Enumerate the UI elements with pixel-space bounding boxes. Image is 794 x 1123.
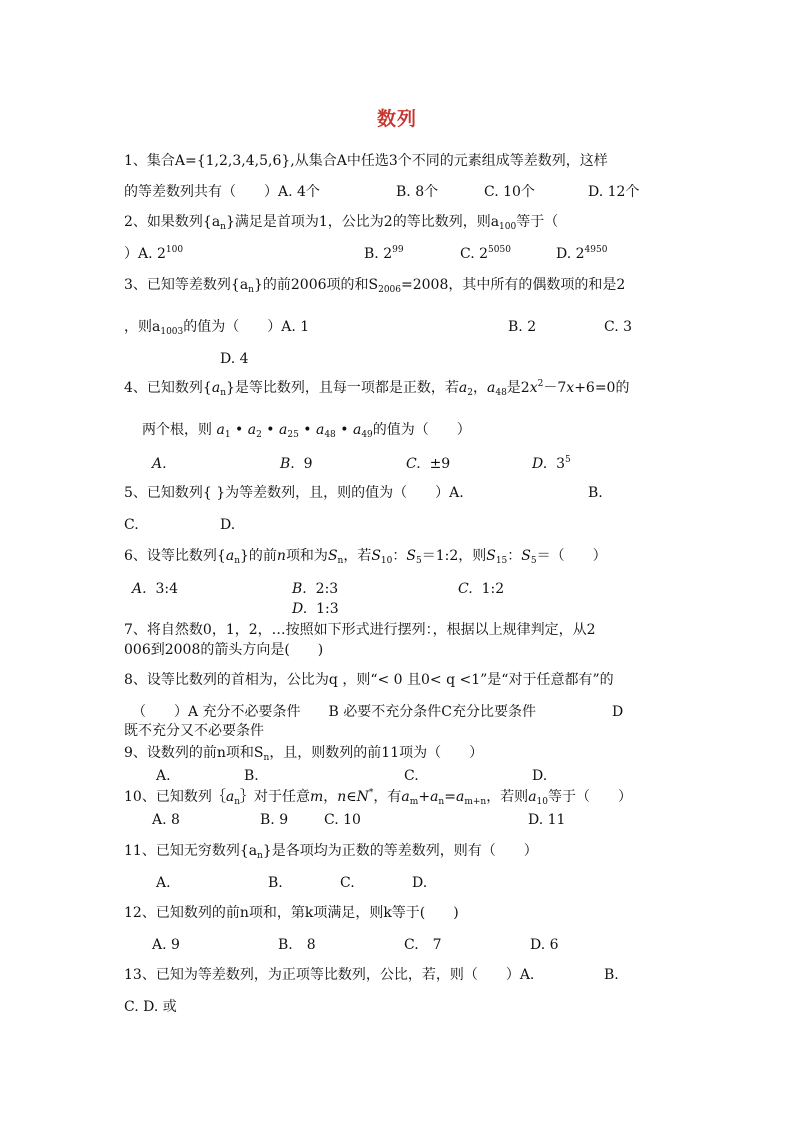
q6-sub: n <box>234 556 240 566</box>
question-9-options <box>156 767 576 785</box>
question-4-option-b <box>280 455 313 473</box>
question-8-option-d: D <box>612 704 624 720</box>
question-13-line-1 <box>124 966 684 984</box>
q4-sub: 49 <box>361 430 373 440</box>
q6-var: S <box>406 548 416 564</box>
q2b: B. 2 <box>364 246 393 262</box>
question-1-option-b: B. 8个 <box>396 184 439 200</box>
q4-var: a <box>247 422 257 438</box>
question-10-option-c: C. 10 <box>324 812 361 828</box>
question-3-line-1 <box>124 276 625 294</box>
question-5-option-c: C. <box>124 517 139 533</box>
q10-var: a <box>225 789 235 805</box>
q6-sub: 5 <box>530 556 537 566</box>
q4-dot: • <box>340 422 349 438</box>
question-3-line-2 <box>124 318 684 336</box>
q6-val: 3:4 <box>155 581 178 597</box>
question-5-line-1 <box>124 484 684 502</box>
q10-text: ∈ <box>346 789 357 805</box>
q2-text: 2、如果数列{a <box>124 214 221 230</box>
q11-sub: n <box>257 851 263 861</box>
q4-text: 两个根，则 <box>142 422 212 438</box>
q10-sub: m <box>409 797 419 807</box>
q6-text: }的前 <box>239 548 277 564</box>
q4-text: －7 <box>543 380 567 396</box>
question-6-options <box>132 580 552 598</box>
q11-text: 11、已知无穷数列{a <box>124 843 258 859</box>
q4-dot: • <box>235 422 244 438</box>
q4-label: D. <box>532 456 548 472</box>
question-5-line-2 <box>124 516 324 534</box>
question-5-option-b: B. <box>588 485 603 501</box>
q4-sub: 48 <box>495 388 507 398</box>
q6-text: ，若 <box>343 548 372 564</box>
q4-text: 的值为（ ） <box>372 422 471 438</box>
question-10-option-d: D. 11 <box>528 812 566 828</box>
question-4-option-a: A. <box>152 456 167 472</box>
q4-text: +6=0的 <box>574 380 630 396</box>
q4-var: a <box>211 380 221 396</box>
q4-text: 4、已知数列{ <box>124 380 212 396</box>
q4-dot: • <box>266 422 275 438</box>
q6-text: ： <box>392 548 407 564</box>
q4-sub: 2 <box>467 388 473 398</box>
q6-var: S <box>327 548 338 564</box>
q10-var: n <box>337 789 347 805</box>
question-8-line-1: 8、设等比数列的首相为，公比为q ，则“< 0 且0< q <1”是“对于任意都有”的 <box>124 672 614 688</box>
question-12-option-c: C. 7 <box>404 937 442 953</box>
q4-val: ±9 <box>429 456 451 472</box>
q6-text: ＝（ ） <box>536 548 607 564</box>
q6-sub: 15 <box>495 556 508 566</box>
q2d-sup: 4950 <box>584 245 608 255</box>
q4-sub: 1 <box>224 430 231 440</box>
q10-sup: * <box>368 788 374 798</box>
q3-sub: 1003 <box>160 327 184 337</box>
question-4-option-d <box>532 455 571 473</box>
q2c-sup: 5050 <box>488 245 511 255</box>
question-3-option-c: C. 3 <box>604 319 633 335</box>
q10-sub: 10 <box>536 797 548 807</box>
question-1-line-1: 1、集合A={1,2,3,4,5,6},从集合A中任选3个不同的元素组成等差数列，这样 <box>124 153 608 169</box>
question-12-options <box>152 936 592 954</box>
q6-label: D. <box>292 601 308 617</box>
question-8-line-3: 既不充分又不必要条件 <box>124 723 264 739</box>
q6-sub: 5 <box>415 556 422 566</box>
question-4-options <box>152 455 572 473</box>
question-11-option-d: D. <box>412 875 428 891</box>
q4-sub: 2 <box>256 430 262 440</box>
question-6-option-a <box>132 580 178 598</box>
q3-text: 的值为（ ）A. 1 <box>183 319 310 335</box>
q2-sub: n <box>220 222 226 232</box>
q4-var: a <box>216 422 225 438</box>
question-6-option-c <box>458 580 504 598</box>
q4-sub: 25 <box>287 430 299 440</box>
q4-dot: • <box>303 422 312 438</box>
q10-sub: n <box>234 797 240 807</box>
question-7-line-2: 006到2008的箭头方向是( ) <box>124 642 324 658</box>
question-4-option-c <box>406 455 450 473</box>
q10-text: + <box>418 789 431 805</box>
question-12-line-1: 12、已知数列的前n项和，第k项满足，则k等于( ) <box>124 905 459 921</box>
q2a: ）A. 2 <box>124 246 166 262</box>
q6-var: S <box>371 548 381 564</box>
q6-sub: 10 <box>380 556 393 566</box>
q11-text: }是各项均为正数的等差数列，则有（ ） <box>262 843 538 859</box>
q10-text: 等于（ ） <box>548 789 632 805</box>
q10-sub: n <box>438 797 445 807</box>
q10-text: = <box>444 789 456 805</box>
q4-var: a <box>486 380 496 396</box>
q4-var: x <box>566 380 575 396</box>
q2c: C. 2 <box>460 246 489 262</box>
q10-var: N <box>356 789 369 805</box>
q2d: D. 2 <box>556 246 585 262</box>
q4-var: a <box>352 422 362 438</box>
question-2-option-d <box>556 245 607 263</box>
q3-sub: n <box>248 285 254 295</box>
q2a-sup: 100 <box>165 245 184 255</box>
q10-var: a <box>430 789 439 805</box>
q4-label: C. <box>406 456 421 472</box>
q4-var: a <box>458 380 468 396</box>
q6-val: 1:2 <box>481 581 505 597</box>
q6-label: C. <box>458 581 473 597</box>
question-9-line-1 <box>124 744 483 762</box>
q4-text: 是2 <box>506 380 530 396</box>
q10-var: a <box>528 789 537 805</box>
question-2-line-1 <box>124 213 558 231</box>
question-10-option-b: B. 9 <box>260 812 289 828</box>
q4-sub: 48 <box>324 430 336 440</box>
q6-val: 2:3 <box>315 581 339 597</box>
q4-var: a <box>315 422 325 438</box>
q6-text: 6、设等比数列{ <box>124 548 226 564</box>
q2-text: }满足是首项为1，公比为2的等比数列，则a <box>225 214 500 230</box>
q10-var: m <box>309 789 324 805</box>
question-1-line-2 <box>124 183 640 201</box>
q6-label: B. <box>292 581 307 597</box>
question-5-stem: 5、已知数列{ }为等差数列，且，则的值为（ ）A. <box>124 485 464 501</box>
q4-label: B. <box>280 456 295 472</box>
question-5-option-d: D. <box>220 517 236 533</box>
question-8-options: （ ）A 充分不必要条件 B 必要不充分条件C充分比要条件 <box>132 704 537 720</box>
question-2-line-2 <box>124 245 684 263</box>
question-11-option-c: C. <box>340 875 355 891</box>
question-6-line-1 <box>124 547 607 565</box>
q4-var: x <box>529 380 538 396</box>
question-11-option-b: B. <box>268 875 283 891</box>
q10-text: ，有 <box>373 789 402 805</box>
question-6-option-d <box>292 600 339 618</box>
question-11-line-1 <box>124 842 538 860</box>
q3-text: ，则a <box>124 319 161 335</box>
q6-var: S <box>486 548 496 564</box>
q6-text: ： <box>507 548 522 564</box>
question-13-stem: 13、已知为等差数列，为正项等比数列，公比，若，则（ ）A. <box>124 967 535 983</box>
q10-text: ，若则 <box>486 789 529 805</box>
q10-text: ｝对于任意 <box>239 789 310 805</box>
question-11-options <box>156 874 456 892</box>
q6-var: a <box>225 548 235 564</box>
question-2-option-b <box>364 245 404 263</box>
q9-sub: n <box>263 753 270 763</box>
q2-sub: 100 <box>499 222 517 232</box>
q4-text: ， <box>472 380 487 396</box>
q3-text: 3、已知等差数列{a <box>124 277 249 293</box>
question-3-option-b: B. 2 <box>508 319 537 335</box>
question-8-line-2 <box>132 703 632 721</box>
question-12-option-a: A. 9 <box>152 937 180 953</box>
q4-sup: 2 <box>537 379 544 389</box>
question-1-option-a: 的等差数列共有（ ）A. 4个 <box>124 184 320 200</box>
q10-text: 10、已知数列｛ <box>124 789 226 805</box>
q2b-sup: 99 <box>392 245 404 255</box>
question-3-option-d: D. 4 <box>220 351 249 367</box>
question-2-option-c <box>460 245 511 263</box>
q4-val: 9 <box>303 456 313 472</box>
question-9-option-b: B. <box>244 768 259 784</box>
question-3-option-a <box>124 318 309 336</box>
q3-text: =2008，其中所有的偶数项的和是2 <box>401 277 626 293</box>
question-4-line-2 <box>142 421 471 439</box>
q4-text: }是等比数列，且每一项都是正数，若 <box>225 380 459 396</box>
q6-text: ＝1:2，则 <box>421 548 487 564</box>
page-title: 数列 <box>376 108 417 130</box>
q9-text: 9、设数列的前n项和S <box>124 745 264 761</box>
question-13-line-2: C. D. 或 <box>124 999 177 1015</box>
question-10-option-a: A. 8 <box>152 812 180 828</box>
q3-sub: 2006 <box>378 285 402 295</box>
question-7-line-1: 7、将自然数0，1，2，…按照如下形式进行摆列：，根据以上规律判定，从2 <box>124 622 596 638</box>
q10-var: a <box>401 789 410 805</box>
q10-var: a <box>455 789 465 805</box>
question-9-option-d: D. <box>532 768 548 784</box>
question-10-line-1 <box>124 788 632 806</box>
q6-var: n <box>276 548 286 564</box>
q6-sub: n <box>337 556 344 566</box>
q6-val: 1:3 <box>316 601 339 617</box>
question-12-option-d: D. 6 <box>530 937 559 953</box>
question-4-line-1 <box>124 379 629 397</box>
question-13-option-b: B. <box>604 967 619 983</box>
question-9-option-a: A. <box>156 768 171 784</box>
question-1-option-d: D. 12个 <box>588 184 640 200</box>
question-10-options <box>152 811 592 829</box>
q4-sub: n <box>220 388 226 398</box>
question-6-option-b <box>292 580 338 598</box>
q2-text: 等于（ <box>516 214 559 230</box>
q4-val: 3 <box>556 456 566 472</box>
q10-sub: m+n <box>464 797 487 807</box>
question-12-option-b: B. 8 <box>278 937 316 953</box>
question-1-option-c: C. 10个 <box>484 184 535 200</box>
q10-text: ， <box>323 789 338 805</box>
q6-label: A. <box>132 581 147 597</box>
q4-var: a <box>278 422 288 438</box>
question-9-option-c: C. <box>404 768 419 784</box>
q9-text: ，且，则数列的前11项为（ ） <box>269 745 484 761</box>
q3-text: }的前2006项的和S <box>253 277 379 293</box>
q4-sup: 5 <box>565 455 571 465</box>
q6-text: 项和为 <box>285 548 328 564</box>
question-2-option-a <box>124 245 183 263</box>
question-11-option-a: A. <box>156 875 171 891</box>
q6-var: S <box>521 548 531 564</box>
